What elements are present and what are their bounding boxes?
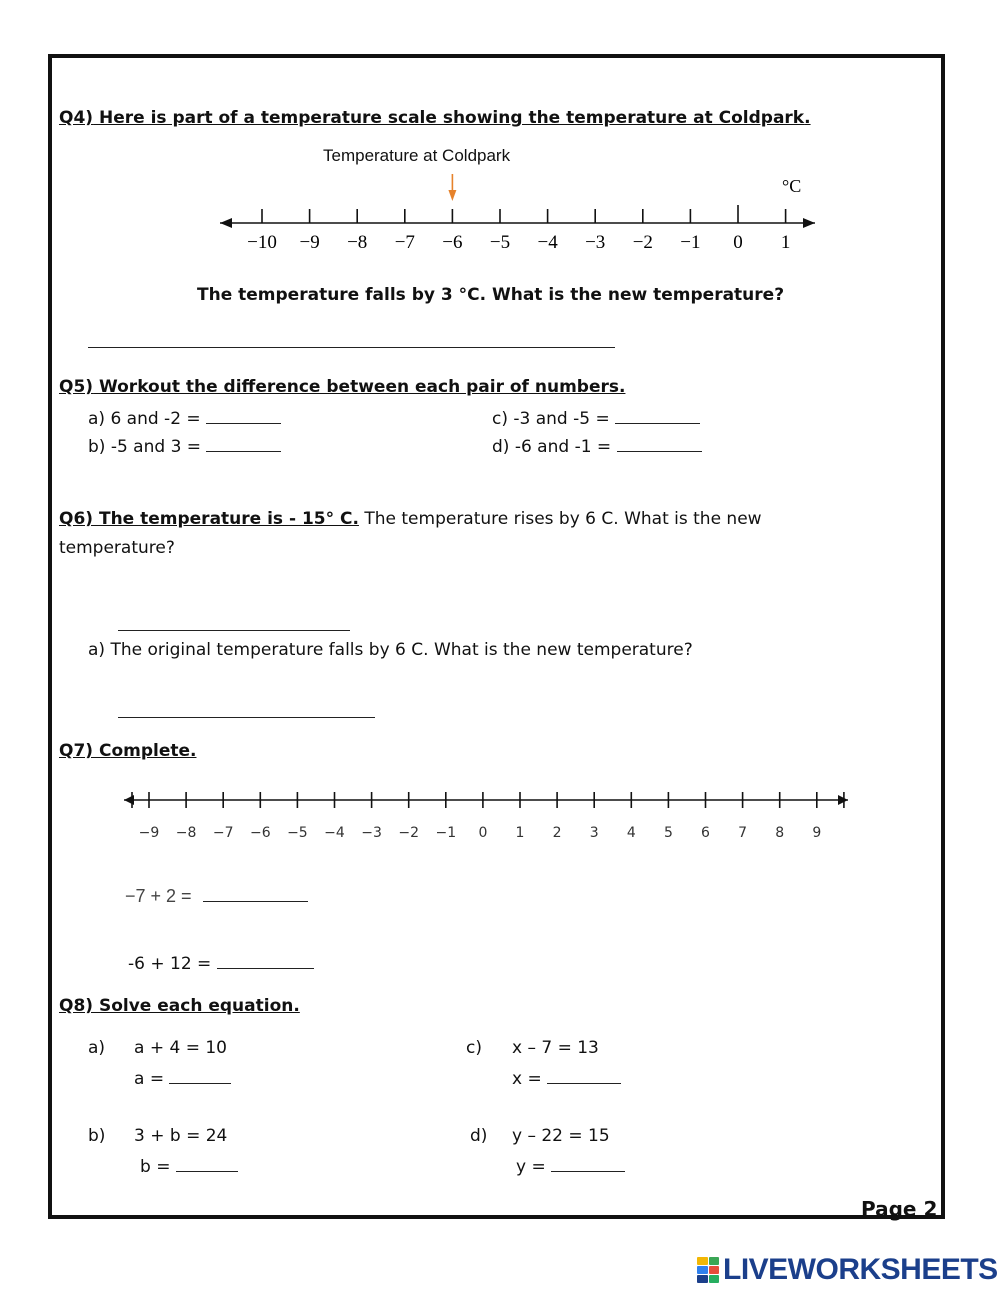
q7-tick-label: −5 <box>287 825 308 841</box>
q7-tick-label: −4 <box>324 825 345 841</box>
q8-b-blank[interactable] <box>176 1157 238 1172</box>
logo-square <box>709 1266 720 1274</box>
q4-tick-label: −7 <box>394 232 415 253</box>
q8-a-equation: a + 4 = 10 <box>134 1038 227 1058</box>
q7-heading: Q7) Complete. <box>59 741 197 761</box>
q8-b-equation: 3 + b = 24 <box>134 1126 228 1146</box>
q6-answer-line[interactable] <box>118 630 350 631</box>
q4-tick-label: −2 <box>632 232 653 253</box>
q4-tick-label: −3 <box>585 232 606 253</box>
q5-d-blank[interactable] <box>617 437 702 452</box>
q8-c-blank[interactable] <box>547 1069 621 1084</box>
q6-text: Q6) The temperature is - 15° C. The temperature rises by 6 C. What is the new <box>59 509 762 529</box>
q5-item-d: d) -6 and -1 = <box>492 437 702 457</box>
q4-temperature-arrow-icon <box>448 174 456 201</box>
q4-number-line <box>210 170 830 265</box>
q7-tick-label: 3 <box>589 825 599 841</box>
q7-tick-label: 9 <box>812 825 822 841</box>
q7-tick-label: 7 <box>738 825 748 841</box>
logo-square <box>709 1275 720 1283</box>
liveworksheets-logo <box>697 1253 998 1287</box>
q5-item-a: a) 6 and -2 = <box>88 409 281 429</box>
q5-item-c: c) -3 and -5 = <box>492 409 700 429</box>
q4-question: The temperature falls by 3 °C. What is the new temperature? <box>197 285 785 305</box>
q7-eq1-blank[interactable] <box>203 887 308 902</box>
page-number: Page 2 <box>861 1197 938 1221</box>
q8-d-answer: y = <box>516 1157 625 1177</box>
q7-tick-label: 0 <box>478 825 488 841</box>
q4-tick-label: −6 <box>442 232 463 253</box>
q7-tick-label: −8 <box>175 825 197 841</box>
q7-eq1: −7 + 2 = <box>125 886 308 907</box>
q7-tick-label: −6 <box>249 825 271 841</box>
q8-d-equation: y – 22 = 15 <box>512 1126 610 1146</box>
q8-d-label: d) <box>470 1126 488 1146</box>
q7-tick-label: −9 <box>138 825 160 841</box>
q6-a-answer-line[interactable] <box>118 717 375 718</box>
q7-tick-label: 4 <box>626 825 636 841</box>
q6-item-a: a) The original temperature falls by 6 C. What is the new temperature? <box>88 640 693 660</box>
q8-a-blank[interactable] <box>169 1069 231 1084</box>
q5-a-blank[interactable] <box>206 409 281 424</box>
q8-b-answer: b = <box>140 1157 238 1177</box>
q4-tick-label: −8 <box>347 232 368 253</box>
q8-c-answer: x = <box>512 1069 621 1089</box>
q4-tick-label: 0 <box>733 232 743 253</box>
q7-eq2-blank[interactable] <box>217 954 314 969</box>
q4-heading: Q4) Here is part of a temperature scale showing the temperature at Coldpark. <box>59 108 811 128</box>
q7-tick-label: −2 <box>398 825 420 841</box>
q7-eq2: -6 + 12 = <box>128 954 314 974</box>
q8-b-label: b) <box>88 1126 106 1146</box>
q7-tick-label: 6 <box>701 825 710 841</box>
logo-square <box>697 1266 708 1274</box>
q4-answer-line[interactable] <box>88 347 615 348</box>
q7-tick-label: 8 <box>775 825 785 841</box>
q8-c-equation: x – 7 = 13 <box>512 1038 599 1058</box>
q8-d-blank[interactable] <box>551 1157 625 1172</box>
logo-square <box>697 1275 708 1283</box>
q6-heading: Q6) The temperature is - 15° C. <box>59 509 359 529</box>
q4-tick-label: −9 <box>299 232 320 253</box>
q4-tick-label: −4 <box>537 232 558 253</box>
q4-tick-label: 1 <box>780 232 791 253</box>
q7-tick-label: 1 <box>515 825 525 841</box>
q7-tick-label: −7 <box>212 825 234 841</box>
logo-square <box>709 1257 720 1265</box>
liveworksheets-logo-icon <box>697 1257 719 1283</box>
q6-text-line2: temperature? <box>59 538 175 558</box>
q7-number-line <box>118 786 858 846</box>
q7-tick-label: 2 <box>552 825 562 841</box>
q4-tick-label: −5 <box>489 232 511 253</box>
q5-c-blank[interactable] <box>615 409 700 424</box>
q5-heading: Q5) Workout the difference between each pair of numbers. <box>59 377 626 397</box>
liveworksheets-wordmark: LIVEWORKSHEETS <box>723 1253 998 1286</box>
logo-square <box>697 1257 708 1265</box>
q7-tick-label: 5 <box>663 825 673 841</box>
q4-tick-label: −10 <box>247 232 277 253</box>
q7-tick-label: −3 <box>361 825 382 841</box>
q4-unit-label: °C <box>782 176 802 196</box>
q8-heading: Q8) Solve each equation. <box>59 996 300 1016</box>
q8-c-label: c) <box>466 1038 482 1058</box>
q5-item-b: b) -5 and 3 = <box>88 437 281 457</box>
q4-scale-title: Temperature at Coldpark <box>323 146 511 165</box>
q4-tick-label: −1 <box>680 232 701 253</box>
q8-a-label: a) <box>88 1038 106 1058</box>
q8-a-answer: a = <box>134 1069 231 1089</box>
q5-b-blank[interactable] <box>206 437 281 452</box>
q7-tick-label: −1 <box>435 825 457 841</box>
